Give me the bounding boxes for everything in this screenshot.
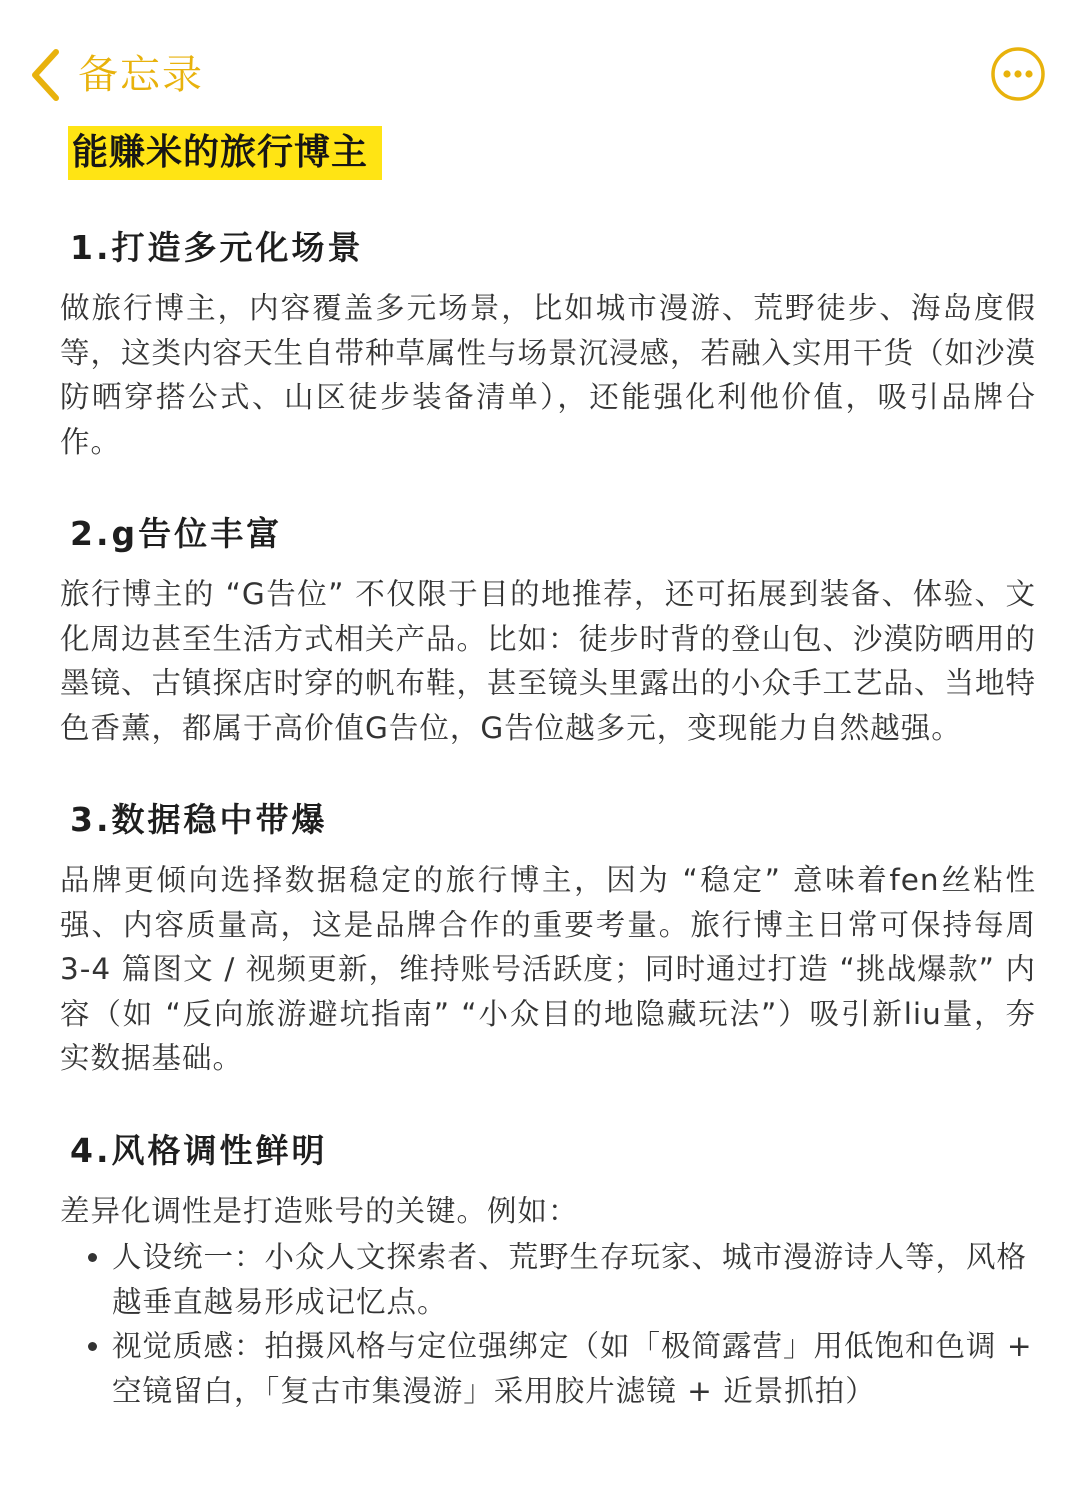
section-paragraph: 品牌更倾向选择数据稳定的旅行博主，因为 “稳定” 意味着fen丝粘性强、内容质量高，这是品牌合作的重要考量。旅行博主日常可保持每周 3-4 篇图文 / 视频更新，维持账号活跃度；同时通过打造 “挑战爆款” 内容（如 “反向旅游避坑指南” “小众目的地隐藏玩法”）吸引新liu量，夯实数据基础。 — [60, 863, 1036, 1075]
section-heading: 3.数据稳中带爆 — [70, 800, 328, 839]
section-heading: 1.打造多元化场景 — [70, 228, 364, 267]
section-heading: 2.g告位丰富 — [70, 514, 283, 553]
back-button[interactable] — [28, 44, 204, 106]
section-paragraph: 旅行博主的 “G告位” 不仅限于目的地推荐，还可拓展到装备、体验、文化周边甚至生活方式相关产品。比如：徒步时背的登山包、沙漠防晒用的墨镜、古镇探店时穿的帆布鞋，甚至镜头里露出的小众手工艺品、当地特色香薰，都属于高价值G告位，G告位越多元，变现能力自然越强。 — [60, 577, 1037, 745]
section-paragraph: 做旅行博主，内容覆盖多元场景，比如城市漫游、荒野徒步、海岛度假等，这类内容天生自带种草属性与场景沉浸感，若融入实用干货（如沙漠防晒穿搭公式、山区徒步装备清单），还能强化利他价值，吸引品牌㕣作。 — [60, 291, 1037, 459]
list-item-text: 视觉质感：拍摄风格与定位强绑定（如「极简露营」用低饱和色调 + 空镜留白，「复古市集漫游」采用胶片滤镜 + 近景抓拍） — [112, 1329, 1033, 1408]
note-body[interactable] — [60, 118, 1036, 1413]
bullet-dot-icon — [88, 1253, 97, 1262]
bullet-list — [60, 1235, 1036, 1413]
note-title: 能赚米的旅行博主 — [68, 126, 382, 180]
list-item — [60, 1324, 1036, 1413]
navigation-bar — [0, 0, 1080, 118]
back-label: 备忘录 — [78, 52, 204, 98]
chevron-left-icon — [28, 47, 62, 103]
list-item-text: 人设统一：小众人文探索者、荒野生存玩家、城市漫游诗人等，风格越垂直越易形成记忆点。 — [112, 1240, 1028, 1319]
more-options-button[interactable] — [990, 46, 1046, 102]
list-item — [60, 1235, 1036, 1324]
section-paragraph: 差异化调性是打造账号的关键。例如： — [60, 1193, 579, 1228]
section-heading: 4.风格调性鲜明 — [70, 1130, 328, 1170]
bullet-dot-icon — [88, 1342, 97, 1351]
more-horizontal-circle-icon — [990, 46, 1046, 102]
